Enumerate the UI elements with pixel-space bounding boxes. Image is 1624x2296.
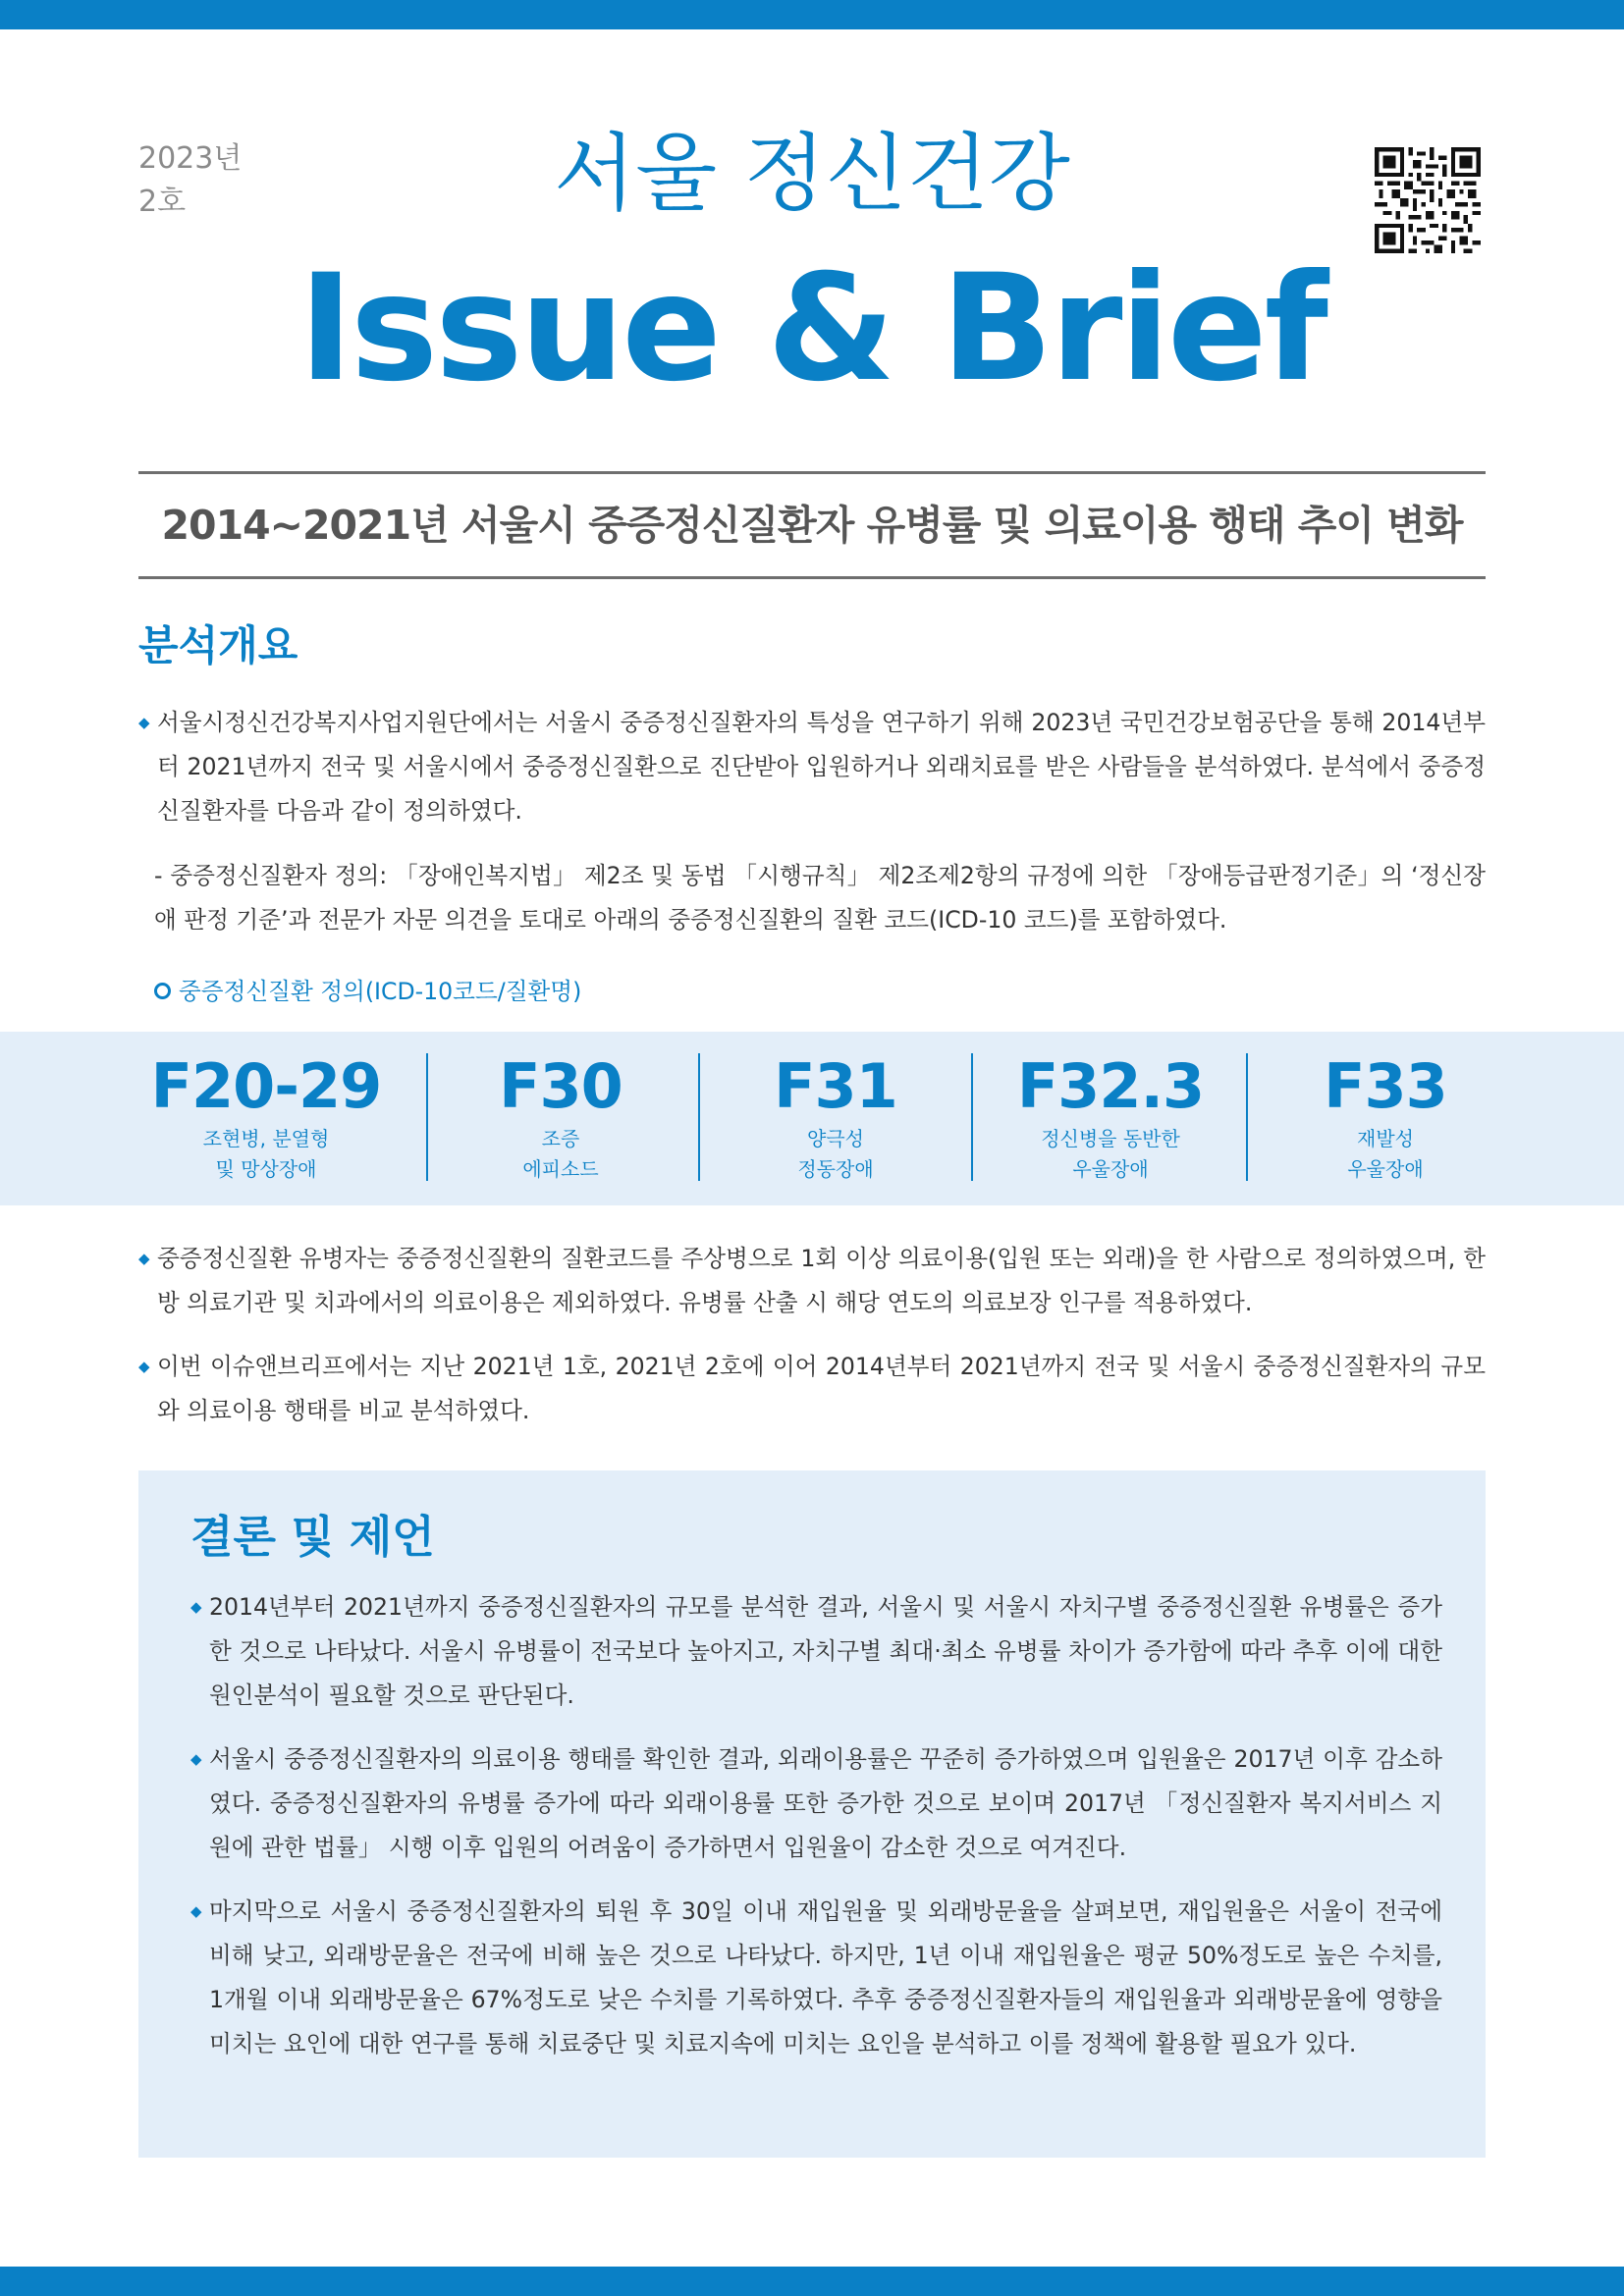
diamond-bullet-icon: ◆ xyxy=(190,1598,202,1616)
code-desc-line2: 에피소드 xyxy=(522,1157,599,1181)
code-divider xyxy=(971,1053,973,1181)
code-value: F20-29 xyxy=(150,1050,382,1122)
code-value: F31 xyxy=(774,1050,897,1122)
series-title: 서울 정신건강 xyxy=(554,125,1070,223)
headline: 2014~2021년 서울시 중증정신질환자 유병률 및 의료이용 행태 추이 변화 xyxy=(161,502,1463,549)
code-divider xyxy=(698,1053,700,1181)
code-desc-line1: 조현병, 분열형 xyxy=(202,1127,330,1150)
code-item xyxy=(983,1049,1238,1185)
code-item xyxy=(708,1049,963,1185)
diamond-bullet-icon: ◆ xyxy=(138,714,150,731)
conclusion-item: ◆ 2014년부터 2021년까지 중증정신질환자의 규모를 분석한 결과, 서울시 및 서울시 자치구별 중증정신질환 유병률은 증가한 것으로 나타났다. 서울시 유병률이 전국보다 높아지고, 자치구별 최대·최소 유병률 차이가 증가함에 따라 추후 이에 대한 원인분석이 필요할 것으로 판단된다. xyxy=(190,1585,1442,1718)
definition-paragraph: - 중증정신질환자 정의: 「장애인복지법」 제2조 및 동법 「시행규칙」 제2조제2항의 규정에 의한 「장애등급판정기준」의 ‘정신장애 판정 기준’과 전문가 자문 의견을 토대로 아래의 중증정신질환의 질환 코드(ICD-10 코드)를 포함하였다. xyxy=(154,862,1486,934)
circle-bullet-icon xyxy=(154,983,171,999)
qr-code-icon[interactable] xyxy=(1375,147,1481,253)
diamond-bullet-icon: ◆ xyxy=(190,1902,202,1920)
bottom-accent-bar xyxy=(0,2267,1624,2296)
code-desc-line2: 우울장애 xyxy=(1347,1157,1424,1181)
code-divider xyxy=(1246,1053,1248,1181)
overview-paragraph-1: ◆ 서울시정신건강복지사업지원단에서는 서울시 중증정신질환자의 특성을 연구하기 위해 2023년 국민건강보험공단을 통해 2014년부터 2021년까지 전국 및 서울시에서 중증정신질환으로 진단받아 입원하거나 외래치료를 받은 사람들을 분석하였다. 분석에서 중증정신질환자를 다음과 같이 정의하였다. xyxy=(138,701,1486,833)
overview-paragraph-3: ◆ 이번 이슈앤브리프에서는 지난 2021년 1호, 2021년 2호에 이어 2014년부터 2021년까지 전국 및 서울시 중증정신질환자의 규모와 의료이용 행태를 비교 분석하였다. xyxy=(138,1345,1486,1433)
code-item xyxy=(138,1049,394,1185)
code-value: F33 xyxy=(1324,1050,1447,1122)
conclusion-item: ◆ 서울시 중증정신질환자의 의료이용 행태를 확인한 결과, 외래이용률은 꾸준히 증가하였으며 입원율은 2017년 이후 감소하였다. 중증정신질환자의 유병률 증가에 따라 외래이용률 또한 증가한 것으로 보이며 2017년 「정신질환자 복지서비스 지원에 관한 법률」 시행 이후 입원의 어려움이 증가하면서 입원율이 감소한 것으로 여겨진다. xyxy=(190,1737,1442,1870)
code-desc-line1: 정신병을 동반한 xyxy=(1041,1127,1180,1150)
code-desc-line1: 재발성 xyxy=(1357,1127,1414,1150)
code-desc-line2: 및 망상장애 xyxy=(215,1157,317,1181)
main-title: Issue & Brief xyxy=(298,243,1326,414)
overview-paragraph-2: ◆ 중증정신질환 유병자는 중증정신질환의 질환코드를 주상병으로 1회 이상 의료이용(입원 또는 외래)을 한 사람으로 정의하였으며, 한방 의료기관 및 치과에서의 의료이용은 제외하였다. 유병률 산출 시 해당 연도의 의료보장 인구를 적용하였다. xyxy=(138,1237,1486,1325)
code-desc-line2: 정동장애 xyxy=(797,1157,874,1181)
diamond-bullet-icon: ◆ xyxy=(138,1250,150,1267)
conclusion-item: ◆ 마지막으로 서울시 중증정신질환자의 퇴원 후 30일 이내 재입원율 및 외래방문율을 살펴보면, 재입원율은 서울이 전국에 비해 낮고, 외래방문율은 전국에 비해 높은 것으로 나타났다. 하지만, 1년 이내 재입원율은 평균 50%정도로 높은 수치를, 1개월 이내 외래방문율은 67%정도로 낮은 수치를 기록하였다. 추후 중증정신질환자들의 재입원율과 외래방문율에 영향을 미치는 요인에 대한 연구를 통해 치료중단 및 치료지속에 미치는 요인을 분석하고 이를 정책에 활용할 필요가 있다. xyxy=(190,1890,1442,2066)
code-item xyxy=(1258,1049,1513,1185)
code-value: F32.3 xyxy=(1016,1050,1205,1122)
code-desc-line1: 조증 xyxy=(541,1127,580,1150)
headline-bottom-rule xyxy=(138,576,1486,579)
code-divider xyxy=(426,1053,428,1181)
code-item xyxy=(433,1049,688,1185)
headline-top-rule xyxy=(138,471,1486,474)
icd-codes-band xyxy=(0,1032,1624,1205)
icd-codes-subheading: 중증정신질환 정의(ICD-10코드/질환명) xyxy=(154,972,581,1011)
issue-number: 2호 xyxy=(138,185,187,219)
diamond-bullet-icon: ◆ xyxy=(190,1750,202,1768)
top-accent-bar xyxy=(0,0,1624,29)
diamond-bullet-icon: ◆ xyxy=(138,1358,150,1375)
code-desc-line2: 우울장애 xyxy=(1072,1157,1149,1181)
issue-year: 2023년 xyxy=(138,141,243,176)
overview-title: 분석개요 xyxy=(138,621,298,669)
code-desc-line1: 양극성 xyxy=(807,1127,864,1150)
conclusion-title: 결론 및 제언 xyxy=(190,1511,435,1563)
code-value: F30 xyxy=(499,1050,623,1122)
conclusion-panel xyxy=(138,1470,1486,2158)
